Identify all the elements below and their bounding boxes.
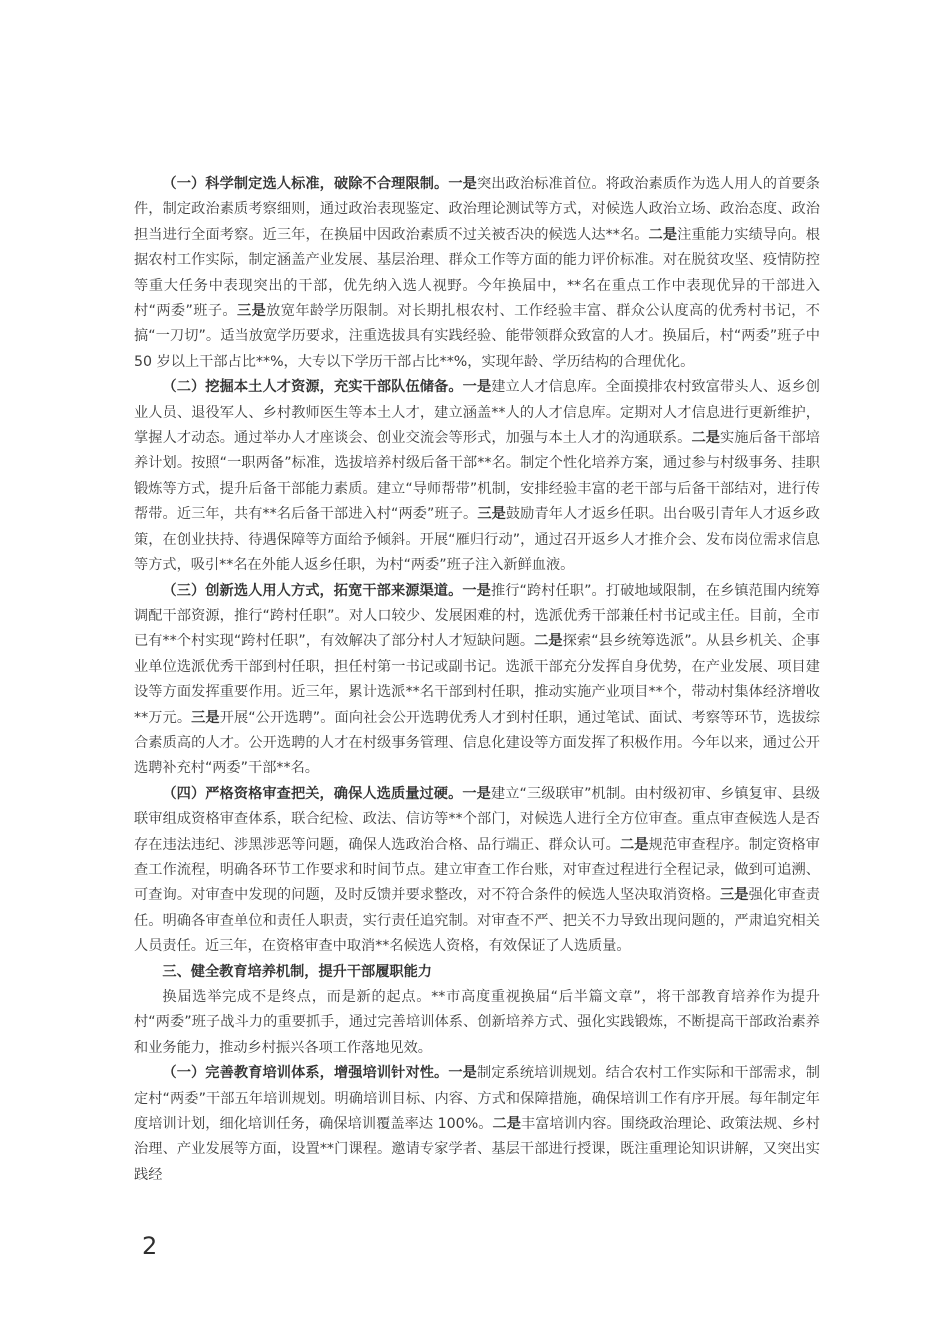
text-run: （一）完善教育培训体系，增强培训针对性。一是	[162, 1065, 477, 1082]
paragraph	[134, 985, 820, 1061]
text-run: 注重能力实绩导向。根据农村工作实际，制定涵盖产业发展、基层治理、群众工作等方面的能力评价标准。对在脱贫攻坚、疫情防控等重大任务中表现突出的干部，优先纳入选人视野。今年换届中，**名在重点工作中表现优异的干部进入村“两委”班子。	[134, 226, 820, 320]
text-run: 三是	[237, 303, 267, 320]
text-run: 建立“三级联审”机制。由村级初审、乡镇复审、县级联审组成资格审查体系，联合纪检、政法、信访等**个部门，对候选人进行全方位审查。重点审查候选人是否存在违法违纪、涉黑涉恶等问题，确保人选政治合格、品行端正、群众认可。	[134, 785, 820, 853]
text-run: （四）严格资格审查把关，确保人选质量过硬。一是	[162, 785, 491, 802]
text-run: 放宽年龄学历限制。对长期扎根农村、工作经验丰富、群众公认度高的优秀村书记，不搞“一刀切”。适当放宽学历要求，注重选拔具有实践经验、能带领群众致富的人才。换届后，村“两委”班子中 50 岁以上干部占比**%，大专以下学历干部占比**%，实现年龄、学历结构的合理优化。	[134, 303, 820, 370]
section-heading	[134, 960, 820, 985]
page-number: 2	[142, 1232, 158, 1260]
text-run: 探索“县乡统筹选派”。从县乡机关、企事业单位选派优秀干部到村任职，担任村第一书记或副书记。选派干部充分发挥自身优势，在产业发展、项目建设等方面发挥重要作用。近三年，累计选派**名干部到村任职，推动实施产业项目**个，带动村集体经济增收**万元。	[134, 633, 820, 726]
text-run: 换届选举完成不是终点，而是新的起点。**市高度重视换届“后半篇文章”，将干部教育培养作为提升村“两委”班子战斗力的重要抓手，通过完善培训体系、创新培养方式、强化实践锻炼，不断提高干部政治素养和业务能力，推动乡村振兴各项工作落地见效。	[134, 989, 820, 1056]
text-run: 制定系统培训规划。结合农村工作实际和干部需求，制定村“两委”干部五年培训规划。明确培训目标、内容、方式和保障措施，确保培训工作有序开展。每年制定年度培训计划，细化培训任务，确保培训覆盖率达 100%。	[134, 1065, 820, 1133]
text-run: 二是	[492, 1116, 521, 1133]
text-run: 三是	[477, 506, 506, 523]
paragraph	[134, 782, 820, 960]
paragraph	[134, 375, 820, 578]
text-run: 规范审查程序。制定资格审查工作流程，明确各环节工作要求和时间节点。建立审查工作台账，对审查过程进行全程记录，做到可追溯、可查询。对审查中发现的问题，及时反馈并要求整改，对不符合条件的候选人坚决取消资格。	[134, 836, 820, 904]
paragraph	[134, 1061, 820, 1188]
text-run: 鼓励青年人才返乡任职。出台吸引青年人才返乡政策，在创业扶持、待遇保障等方面给予倾斜。开展“雁归行动”，通过召开返乡人才推介会、发布岗位需求信息等方式，吸引**名在外能人返乡任职，为村“两委”班子注入新鲜血液。	[134, 506, 820, 574]
text-run: 三是	[720, 887, 749, 904]
text-run: 二是	[534, 633, 563, 650]
text-run: （二）挖掘本土人才资源，充实干部队伍储备。一是	[162, 379, 492, 396]
text-run: （三）创新选人用人方式，拓宽干部来源渠道。一是	[162, 582, 491, 599]
text-run: 二是	[648, 226, 678, 243]
paragraph	[134, 579, 820, 782]
text-run: （一）科学制定选人标准，破除不合理限制。一是	[162, 176, 477, 192]
text-run: 实施后备干部培养计划。按照“一职两备”标准，选拔培养村级后备干部**名。制定个性化培养方案，通过参与村级事务、挂职锻炼等方式，提升后备干部能力素质。建立“导师帮带”机制，安排经验丰富的老干部与后备干部结对，进行传帮带。近三年，共有**名后备干部进入村“两委”班子。	[134, 430, 820, 523]
text-run: 建立人才信息库。全面摸排农村致富带头人、返乡创业人员、退役军人、乡村教师医生等本土人才，建立涵盖**人的人才信息库。定期对人才信息进行更新维护，掌握人才动态。通过举办人才座谈会、创业交流会等形式，加强与本土人才的沟通联系。	[134, 379, 820, 447]
text-run: 强化审查责任。明确各审查单位和责任人职责，实行责任追究制。对审查不严、把关不力导致出现问题的，严肃追究相关人员责任。近三年，在资格审查中取消**名候选人资格，有效保证了人选质量。	[134, 887, 820, 955]
text-run: 二是	[691, 430, 721, 447]
text-run: 三、健全教育培养机制，提升干部履职能力	[162, 963, 432, 980]
text-run: 丰富培训内容。围绕政治理论、政策法规、乡村治理、产业发展等方面，设置**门课程。邀请专家学者、基层干部进行授课，既注重理论知识讲解，又突出实践经	[134, 1116, 820, 1183]
text-run: 开展“公开选聘”。面向社会公开选聘优秀人才到村任职，通过笔试、面试、考察等环节，选拔综合素质高的人才。公开选聘的人才在村级事务管理、信息化建设等方面发挥了积极作用。今年以来，通过公开选聘补充村“两委”干部**名。	[134, 709, 820, 777]
text-run: 推行“跨村任职”。打破地域限制，在乡镇范围内统筹调配干部资源，推行“跨村任职”。对人口较少、发展困难的村，选派优秀干部兼任村书记或主任。目前，全市已有**个村实现“跨村任职”，有效解决了部分村人才短缺问题。	[134, 582, 820, 650]
document-body	[134, 172, 820, 1188]
text-run: 突出政治标准首位。将政治素质作为选人用人的首要条件，制定政治素质考察细则，通过政治表现鉴定、政治理论测试等方式，对候选人政治立场、政治态度、政治担当进行全面考察。近三年，在换届中因政治素质不过关被否决的候选人达**名。	[134, 176, 820, 243]
text-run: 二是	[619, 836, 649, 853]
paragraph	[134, 172, 820, 375]
text-run: 三是	[191, 709, 220, 726]
